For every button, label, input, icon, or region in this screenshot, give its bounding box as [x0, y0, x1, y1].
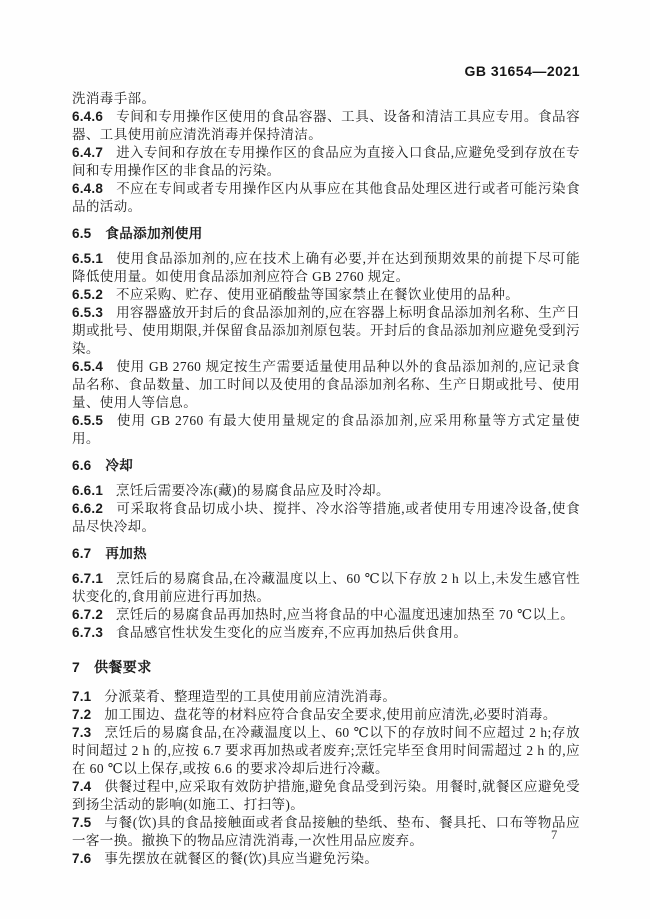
clause-text: 事先摆放在就餐区的餐(饮)具应当避免污染。 — [104, 851, 379, 866]
clause-text: 供餐过程中,应采取有效防护措施,避免食品受到污染。用餐时,就餐区应避免受到扬尘活动的影响(如施工、打扫等)。 — [72, 779, 580, 812]
clause-text: 与餐(饮)具的食品接触面或者食品接触的垫纸、垫布、餐具托、口布等物品应一客一换。撤换下的物品应清洗消毒,一次性用品应废弃。 — [72, 815, 580, 848]
clause-6.7.3 — [72, 624, 580, 642]
clause-text: 洗消毒手部。 — [72, 91, 156, 106]
clause-6.5.4 — [72, 358, 580, 412]
clause-6.5.3 — [72, 304, 580, 358]
clause-number: 6.6 — [72, 458, 92, 473]
clause-7.4 — [72, 778, 580, 814]
chapter-heading-7 — [72, 658, 580, 676]
clause-number: 6.6.1 — [72, 483, 104, 498]
clause-7.2 — [72, 706, 580, 724]
clause-6.5.2 — [72, 286, 580, 304]
clause-7.1 — [72, 688, 580, 706]
clause-text: 加工围边、盘花等的材料应符合食品安全要求,使用前应清洗,必要时消毒。 — [104, 707, 557, 722]
clause-number: 6.5 — [72, 226, 92, 241]
clause-text: 烹饪后的易腐食品,在冷藏温度以上、60 ℃以下的存放时间不应超过 2 h;存放时间超过 2 h 的,应按 6.7 要求再加热或者废弃;烹饪完毕至食用时间需超过 2 h 的,应在 60 ℃以上保存,或按 6.6 的要求冷却后进行冷藏。 — [72, 725, 580, 776]
clause-6.4.8 — [72, 180, 580, 216]
clause-text: 使用 GB 2760 有最大使用量规定的食品添加剂,应采用称量等方式定量使用。 — [72, 413, 580, 446]
section-heading-6.7 — [72, 545, 580, 563]
clause-6.7.2 — [72, 606, 580, 624]
clause-number: 7.1 — [72, 689, 92, 704]
clause-7.6 — [72, 850, 580, 868]
clause-text: 食品添加剂使用 — [105, 226, 203, 241]
clause-number: 6.5.1 — [72, 251, 104, 266]
clause-number: 6.6.2 — [72, 501, 104, 516]
clause-text: 冷却 — [105, 458, 134, 473]
clause-text: 供餐要求 — [94, 659, 152, 675]
clause-text: 使用 GB 2760 规定按生产需要适量使用品种以外的食品添加剂的,应记录食品名称、食品数量、加工时间以及使用的食品添加剂名称、生产日期或批号、使用量、使用人等信息。 — [72, 359, 580, 410]
clause-number: 7.4 — [72, 779, 92, 794]
clause-text: 烹饪后需要冷冻(藏)的易腐食品应及时冷却。 — [116, 483, 390, 498]
clause-text: 烹饪后的易腐食品再加热时,应当将食品的中心温度迅速加热至 70 ℃以上。 — [116, 607, 575, 622]
clause-text: 烹饪后的易腐食品,在冷藏温度以上、60 ℃以下存放 2 h 以上,未发生感官性状变化的,食用前应进行再加热。 — [72, 571, 580, 604]
clause-number: 6.7.2 — [72, 607, 104, 622]
section-heading-6.6 — [72, 457, 580, 475]
clause-7.5 — [72, 814, 580, 850]
clause-number: 7.2 — [72, 707, 92, 722]
clause-text: 可采取将食品切成小块、搅拌、冷水浴等措施,或者使用专用速冷设备,使食品尽快冷却。 — [72, 501, 580, 534]
clause-number: 6.7 — [72, 546, 92, 561]
clause-number: 7 — [72, 659, 80, 675]
clause-text: 进入专间和存放在专用操作区的食品应为直接入口食品,应避免受到存放在专间和专用操作区的非食品的污染。 — [72, 145, 580, 178]
clause-number: 6.4.6 — [72, 109, 104, 124]
clause-6.6.2 — [72, 500, 580, 536]
continuation-text — [72, 90, 580, 108]
clause-text: 不应采购、贮存、使用亚硝酸盐等国家禁止在餐饮业使用的品种。 — [116, 287, 520, 302]
clause-6.4.6 — [72, 108, 580, 144]
clause-6.4.7 — [72, 144, 580, 180]
clause-number: 6.5.2 — [72, 287, 104, 302]
page-number: 7 — [551, 828, 558, 842]
clause-number: 7.6 — [72, 851, 92, 866]
clause-7.3 — [72, 724, 580, 778]
clause-6.7.1 — [72, 570, 580, 606]
document-body — [72, 90, 580, 868]
clause-number: 6.5.5 — [72, 413, 104, 428]
clause-number: 6.5.3 — [72, 305, 104, 320]
clause-number: 6.7.3 — [72, 625, 104, 640]
clause-6.6.1 — [72, 482, 580, 500]
clause-number: 6.7.1 — [72, 571, 104, 586]
clause-text: 使用食品添加剂的,应在技术上确有必要,并在达到预期效果的前提下尽可能降低使用量。如使用食品添加剂应符合 GB 2760 规定。 — [72, 251, 580, 284]
clause-number: 6.4.7 — [72, 145, 104, 160]
clause-number: 7.5 — [72, 815, 92, 830]
standard-code-header: GB 31654—2021 — [464, 63, 580, 79]
clause-text: 不应在专间或者专用操作区内从事应在其他食品处理区进行或者可能污染食品的活动。 — [72, 181, 580, 214]
clause-6.5.1 — [72, 250, 580, 286]
clause-number: 6.4.8 — [72, 181, 104, 196]
clause-text: 再加热 — [105, 546, 148, 561]
clause-text: 专间和专用操作区使用的食品容器、工具、设备和清洁工具应专用。食品容器、工具使用前应清洗消毒并保持清洁。 — [72, 109, 580, 142]
clause-text: 分派菜肴、整理造型的工具使用前应清洗消毒。 — [104, 689, 397, 704]
clause-number: 6.5.4 — [72, 359, 104, 374]
clause-text: 食品感官性状发生变化的应当废弃,不应再加热后供食用。 — [116, 625, 468, 640]
clause-text: 用容器盛放开封后的食品添加剂的,应在容器上标明食品添加剂名称、生产日期或批号、使用期限,并保留食品添加剂原包装。开封后的食品添加剂应避免受到污染。 — [72, 305, 580, 356]
clause-6.5.5 — [72, 412, 580, 448]
section-heading-6.5 — [72, 225, 580, 243]
clause-number: 7.3 — [72, 725, 92, 740]
